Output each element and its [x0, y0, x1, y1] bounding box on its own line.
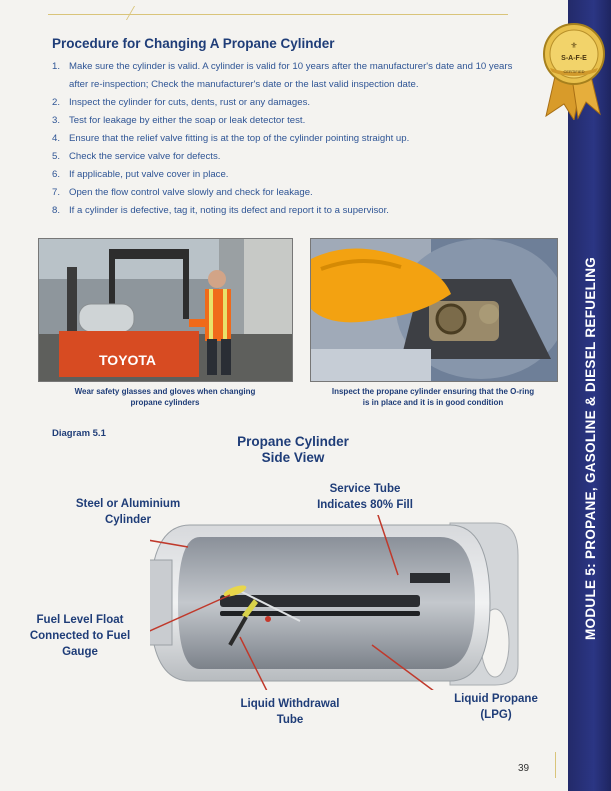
safe-badge-icon — [534, 20, 611, 120]
top-decorative-rule — [48, 14, 508, 15]
page-number-rule — [555, 752, 556, 778]
svg-text:CERTIFIED: CERTIFIED — [563, 69, 585, 74]
photo2-caption: Inspect the propane cylinder ensuring that the O-ring is in place and it is in good condition — [331, 387, 535, 407]
page-number: 39 — [518, 763, 530, 774]
step-item: 4. Ensure that the relief valve fitting is at the top of the cylinder pointing straight up. — [52, 133, 410, 144]
step-item: 2. Inspect the cylinder for cuts, dents, rust or any damages. — [52, 97, 311, 108]
step-item: 7. Open the flow control valve slowly and check for leakage. — [52, 187, 313, 198]
forklift-photo — [38, 238, 293, 382]
label-fuel-level-float: Fuel Level Float Connected to Fuel Gauge — [29, 614, 131, 658]
label-liquid-withdrawal-tube: Liquid Withdrawal Tube — [240, 698, 340, 726]
oring-inspection-photo — [310, 238, 558, 382]
forklift-brand-text: TOYOTA — [99, 352, 157, 368]
diagram-number: Diagram 5.1 — [52, 428, 106, 439]
procedure-steps — [52, 58, 532, 220]
module-title: MODULE 5: PROPANE, GASOLINE & DIESEL REFUELING — [583, 256, 598, 640]
propane-cylinder-diagram — [150, 515, 570, 690]
photo1-caption: Wear safety glasses and gloves when changing propane cylinders — [74, 387, 256, 407]
svg-text:⚜: ⚜ — [570, 41, 578, 50]
step-item: 8. If a cylinder is defective, tag it, noting its defect and report it to a supervisor. — [52, 205, 389, 216]
section-heading: Procedure for Changing A Propane Cylinder — [52, 36, 335, 51]
step-item: 1. Make sure the cylinder is valid. A cylinder is valid for 10 years after the manufacturer's date and 10 years after re-inspection; Check the manufacturer's date or the last valid inspection date. — [52, 61, 513, 90]
step-item: 3. Test for leakage by either the soap or leak detector test. — [52, 115, 306, 126]
label-steel-cylinder: Steel or Aluminium Cylinder — [75, 498, 181, 526]
svg-text:S-A-F-E: S-A-F-E — [561, 55, 587, 62]
label-liquid-propane: Liquid Propane (LPG) — [454, 693, 538, 721]
label-service-tube: Service Tube Indicates 80% Fill — [317, 483, 413, 511]
step-item: 5. Check the service valve for defects. — [52, 151, 221, 162]
diagram-title: Propane Cylinder Side View — [237, 434, 349, 465]
step-item: 6. If applicable, put valve cover in place. — [52, 169, 229, 180]
